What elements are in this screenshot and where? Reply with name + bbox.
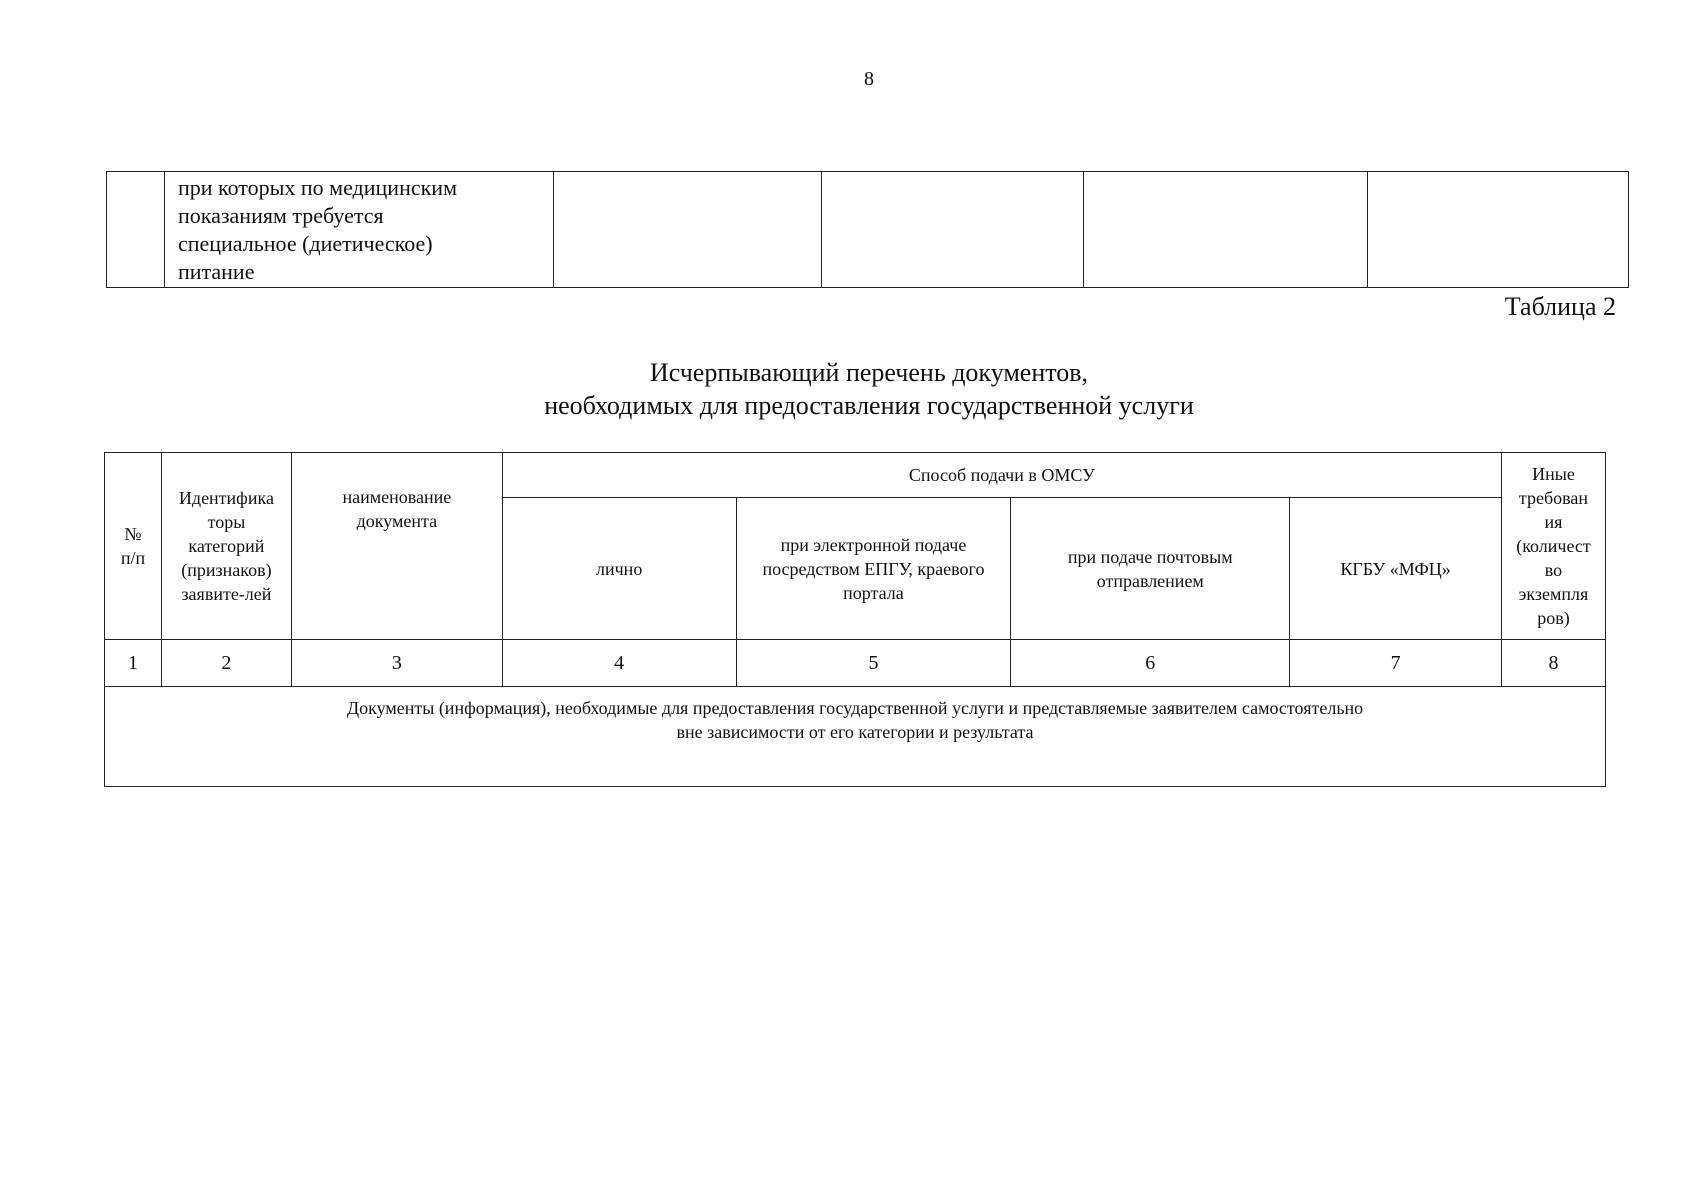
header-submission-method: Способ подачи в ОМСУ [502,453,1501,498]
continuation-cell-empty [553,172,821,288]
header-doc-name: наименование документа [291,453,502,640]
table-heading [0,356,1708,422]
column-number: 7 [1290,640,1502,687]
column-number: 8 [1501,640,1605,687]
column-number: 5 [736,640,1011,687]
continuation-cell-empty [1084,172,1368,288]
header-in-person: лично [502,498,736,640]
column-number: 3 [291,640,502,687]
continuation-cell-empty [821,172,1084,288]
header-mfc: КГБУ «МФЦ» [1290,498,1502,640]
column-number: 1 [105,640,162,687]
column-number: 2 [161,640,291,687]
header-identifiers: Идентифика торы категорий (признаков) заявите-лей [161,453,291,640]
documents-table [104,452,1606,787]
header-electronic: при электронной подаче посредством ЕПГУ, краевого портала [736,498,1011,640]
header-other-requirements: Иные требован ия (количест во экземпля ров) [1501,453,1605,640]
page-number: 8 [864,68,874,90]
header-num: № п/п [105,453,162,640]
column-number: 6 [1011,640,1290,687]
continuation-table [106,171,1629,288]
continuation-cell-num [107,172,165,288]
header-postal: при подаче почтовым отправлением [1011,498,1290,640]
table-label: Таблица 2 [1504,292,1616,321]
section-title: Документы (информация), необходимые для предоставления государственной услуги и представляемые заявителем самостоятельно вне зависимости от его категории и результата [105,687,1606,787]
heading-line-2: необходимых для предоставления государственной услуги [544,391,1194,420]
continuation-cell-text: при которых по медицинским показаниям требуется специальное (диетическое) питание [164,172,553,288]
continuation-cell-empty [1368,172,1629,288]
column-number: 4 [502,640,736,687]
heading-line-1: Исчерпывающий перечень документов, [649,358,1089,387]
